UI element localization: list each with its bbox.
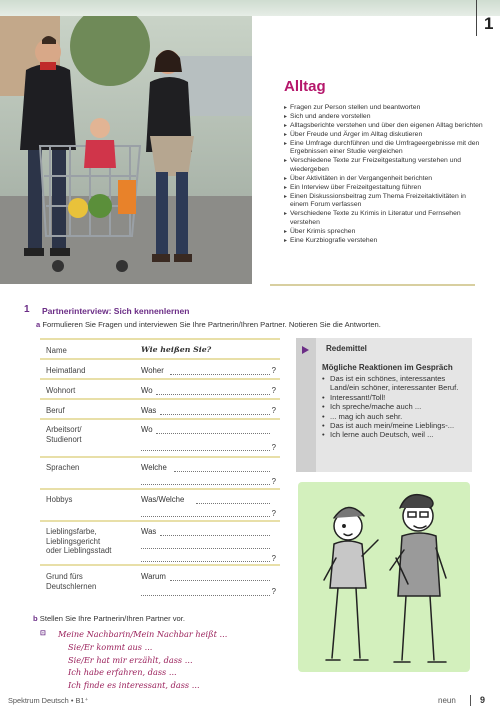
- example-line: Sie/Er kommt aus ...: [68, 641, 153, 652]
- exercise-number: 1: [24, 304, 30, 315]
- form-label: Wohnort: [46, 386, 76, 395]
- answer-line[interactable]: [156, 394, 270, 395]
- form-row-hobbys: [40, 488, 280, 520]
- answer-line[interactable]: [160, 535, 270, 536]
- answer-line[interactable]: [141, 450, 270, 451]
- form-label: Hobbys: [46, 495, 73, 504]
- answer-line[interactable]: [170, 374, 270, 375]
- top-band: [0, 0, 500, 16]
- redemittel-item: • Das ist ein schönes, interessantes Land/ein schöner, interessanter Beruf.: [322, 374, 470, 393]
- question-mark: ?: [271, 554, 276, 563]
- example-line: Sie/Er hat mir erzählt, dass ...: [68, 654, 193, 665]
- redemittel-item: • Ich lerne auch Deutsch, weil ...: [322, 430, 470, 439]
- form-label: Grund fürs Deutschlernen: [46, 572, 97, 591]
- form-label: Beruf: [46, 406, 65, 415]
- answer-line[interactable]: [156, 433, 270, 434]
- form-question-start: Warum: [141, 572, 166, 581]
- redemittel-item: • Das ist auch mein/meine Lieblings-...: [322, 421, 470, 430]
- goal-item: ▸ Alltagsberichte verstehen und über den eigenen Alltag berichten: [284, 122, 484, 130]
- question-mark: ?: [271, 406, 276, 415]
- redemittel-item: • ... mag ich auch sehr.: [322, 412, 470, 421]
- question-mark: ?: [271, 443, 276, 452]
- form-row-arbeitsort: [40, 418, 280, 456]
- question-mark: ?: [271, 477, 276, 486]
- redemittel-item: • Ich spreche/mache auch ...: [322, 402, 470, 411]
- goal-item: ▸ Einen Diskussionsbeitrag zum Thema Freizeitaktivitäten in einem Forum verfassen: [284, 193, 484, 210]
- task-a-letter: a: [36, 320, 41, 329]
- task-a: [36, 320, 381, 329]
- conversation-cartoon: [300, 478, 470, 679]
- book-title: Spektrum Deutsch • B1⁺: [8, 696, 89, 705]
- question-mark: ?: [271, 386, 276, 395]
- answer-line[interactable]: [141, 516, 270, 517]
- goal-item: ▸ Über Krimis sprechen: [284, 228, 484, 236]
- form-row-lieblings: [40, 520, 280, 564]
- goal-item: ▸ Über Freude und Ärger im Alltag diskutieren: [284, 131, 484, 139]
- answer-line[interactable]: [174, 471, 270, 472]
- example-line: Ich habe erfahren, dass ...: [68, 667, 177, 678]
- goals-divider: [270, 284, 475, 286]
- answer-line[interactable]: [141, 548, 270, 549]
- question-mark: ?: [271, 587, 276, 596]
- task-b-text: Stellen Sie Ihre Partnerin/Ihren Partner vor.: [39, 614, 185, 623]
- redemittel-item: • Interessant!/Toll!: [322, 393, 470, 402]
- page-number: 9: [480, 695, 486, 705]
- answer-line[interactable]: [196, 503, 270, 504]
- chapter-number: 1: [484, 14, 494, 33]
- example-lines: [58, 628, 288, 692]
- question-mark: ?: [271, 366, 276, 375]
- answer-line[interactable]: [160, 414, 270, 415]
- goal-item: ▸ Ein Interview über Freizeitgestaltung führen: [284, 184, 484, 192]
- form-row-wohnort: [40, 378, 280, 398]
- form-question-handwritten: Wie heißen Sie?: [141, 345, 212, 354]
- task-b: [33, 614, 185, 623]
- goal-item: ▸ Verschiedene Texte zur Freizeitgestaltung verstehen und wiedergeben: [284, 157, 484, 174]
- redemittel-box: [296, 338, 472, 472]
- page-word: neun: [438, 696, 456, 705]
- play-arrow-icon: [296, 338, 316, 472]
- redemittel-list: [322, 374, 470, 440]
- goal-item: ▸ Eine Kurzbiografie verstehen: [284, 237, 484, 245]
- family-shopping-photo: [0, 16, 252, 284]
- redemittel-subtitle: Mögliche Reaktionen im Gespräch: [322, 363, 453, 372]
- form-question-start: Wo: [141, 386, 153, 395]
- redemittel-title: Redemittel: [326, 344, 367, 353]
- task-a-text: Formulieren Sie Fragen und interviewen Sie Ihre Partnerin/Ihren Partner. Notieren Sie die Antworten.: [42, 320, 381, 329]
- form-row-heimatland: [40, 358, 280, 378]
- goal-item: ▸ Über Aktivitäten in der Vergangenheit berichten: [284, 175, 484, 183]
- learning-goals-list: [284, 104, 484, 246]
- example-marker-icon: ⊡: [40, 630, 46, 637]
- form-row-name: [40, 338, 280, 358]
- form-question-start: Was: [141, 406, 157, 415]
- task-b-letter: b: [33, 614, 38, 623]
- goal-item: ▸ Sich und andere vorstellen: [284, 113, 484, 121]
- form-question-start: Welche: [141, 463, 167, 472]
- answer-line[interactable]: [141, 561, 270, 562]
- answer-line[interactable]: [141, 484, 270, 485]
- form-label: Name: [46, 346, 67, 355]
- form-row-sprachen: [40, 456, 280, 488]
- answer-line[interactable]: [141, 595, 270, 596]
- goal-item: ▸ Verschiedene Texte zu Krimis in Literatur und Fernsehen verstehen: [284, 210, 484, 227]
- answer-line[interactable]: [170, 580, 270, 581]
- form-label: Lieblingsfarbe, Lieblingsgericht oder Lieblingsstadt: [46, 527, 112, 556]
- form-label: Heimatland: [46, 366, 86, 375]
- form-label: Arbeitsort/ Studienort: [46, 425, 82, 444]
- form-row-grund: [40, 564, 280, 598]
- example-line: Meine Nachbarin/Mein Nachbar heißt ...: [58, 629, 228, 639]
- example-line: Ich finde es interessant, dass ...: [68, 680, 200, 691]
- form-question-start: Was/Welche: [141, 495, 185, 504]
- footer-divider: [470, 695, 471, 706]
- question-mark: ?: [271, 509, 276, 518]
- form-row-beruf: [40, 398, 280, 418]
- goal-item: ▸ Fragen zur Person stellen und beantworten: [284, 104, 484, 112]
- unit-title: Alltag: [284, 78, 326, 95]
- form-label: Sprachen: [46, 463, 80, 472]
- form-question-start: Was: [141, 527, 157, 536]
- goal-item: ▸ Eine Umfrage durchführen und die Umfrageergebnisse mit den Ergebnissen einer Studie vergleichen: [284, 140, 484, 157]
- exercise-title: Partnerinterview: Sich kennenlernen: [42, 306, 190, 316]
- form-question-start: Wo: [141, 425, 153, 434]
- form-question-start: Woher: [141, 366, 164, 375]
- chapter-divider: [476, 0, 477, 36]
